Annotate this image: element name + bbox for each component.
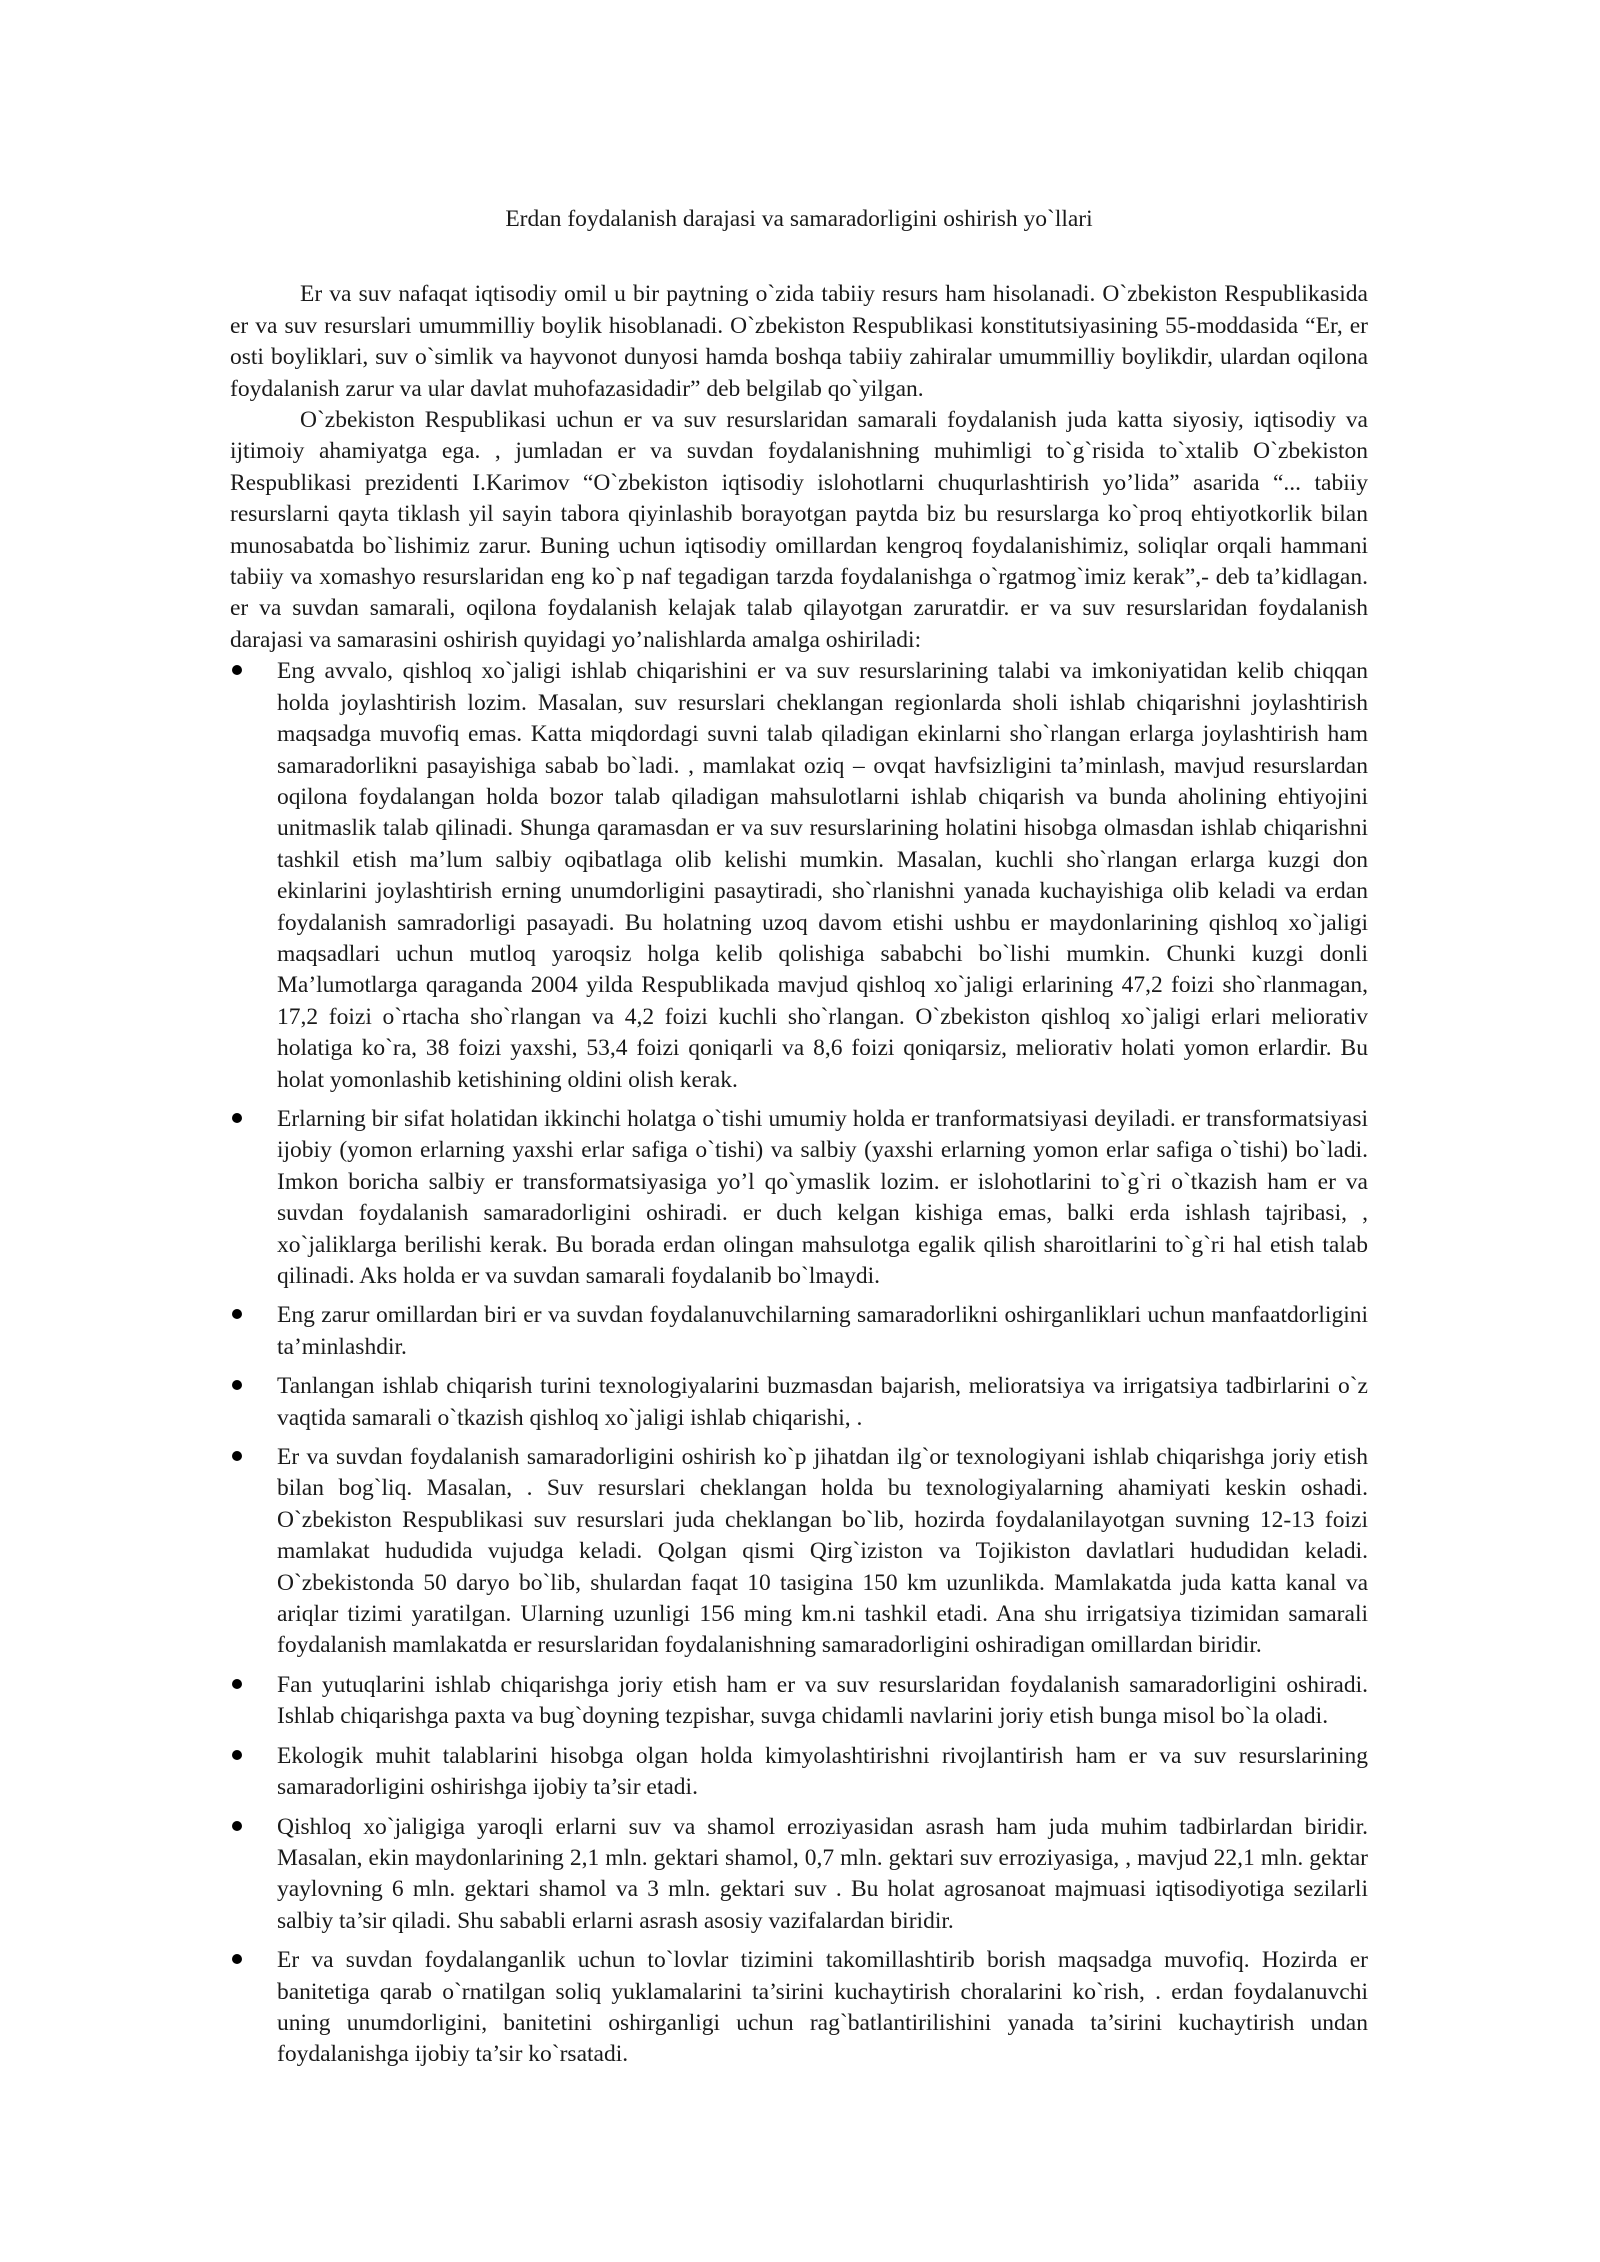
list-item xyxy=(230,1812,1368,1938)
bullet-dot-icon xyxy=(232,1451,242,1461)
document-page xyxy=(230,204,1368,2079)
bullet-dot-icon xyxy=(232,1380,242,1390)
bullet-dot-icon xyxy=(232,1750,242,1760)
list-item xyxy=(230,1670,1368,1733)
list-item-text: Er va suvdan foydalanganlik uchun to`lovlar tizimini takomillashtirib borish maqsadga muvofiq. Hozirda er banitetiga qarab o`rnatilgan soliq yuklamalarini ta’sirini kuchaytirish choralarini ko`rish, . erdan foydalanuvchi uning unumdorligini, banitetini oshirganligi uchun rag`batlantirilishini yanada ta’sirini kuchaytirish undan foydalanishga ijobiy ta’sir ko`rsatadi. xyxy=(277,1947,1368,2068)
paragraph: O`zbekiston Respublikasi uchun er va suv resurslaridan samarali foydalanish juda katta siyosiy, iqtisodiy va ijtimoiy ahamiyatga ega. , jumladan er va suvdan foydalanishning muhimligi to`g`risida to`xtalib O`zbekiston Respublikasi prezidenti I.Karimov “O`zbekiston iqtisodiy islohotlarni chuqurlashtirish yo’lida” asarida “... tabiiy resurslarni qayta tiklash yil sayin tabora qiyinlashib borayotgan paytda biz bu resurslarga ko`proq ehtiyotkorlik bilan munosabatda bo`lishimiz zarur. Buning uchun iqtisodiy omillardan kengroq foydalanishimiz, soliqlar orqali hammani tabiiy va xomashyo resurslaridan eng ko`p naf tegadigan tarzda foydalanishga o`rgatmog`imiz kerak”,- deb ta’kidlagan. er va suvdan samarali, oqilona foydalanish kelajak talab qilayotgan zaruratdir. er va suv resurslaridan foydalanish darajasi va samarasini oshirish quyidagi yo’nalishlarda amalga oshiriladi: xyxy=(230,407,1368,653)
bullet-dot-icon xyxy=(232,1309,242,1319)
document-title: Erdan foydalanish darajasi va samaradorligini oshirish yo`llari xyxy=(505,206,1093,232)
paragraph: Er va suv nafaqat iqtisodiy omil u bir paytning o`zida tabiiy resurs ham hisolanadi. O`zbekiston Respublikasida er va suv resurslari umummilliy boylik hisoblanadi. O`zbekiston Respublikasi konstitutsiyasining 55-moddasida “Er, er osti boyliklari, suv o`simlik va hayvonot dunyosi hamda boshqa tabiiy zahiralar umummilliy boylikdir, ulardan oqilona foydalanish zarur va ular davlat muhofazasidadir” deb belgilab qo`yilgan. xyxy=(230,281,1368,402)
bullet-dot-icon xyxy=(232,1821,242,1831)
list-item-text: Eng zarur omillardan biri er va suvdan foydalanuvchilarning samaradorlikni oshirganliklari uchun manfaatdorligini ta’minlashdir. xyxy=(277,1302,1368,1360)
list-item-text: Tanlangan ishlab chiqarish turini texnologiyalarini buzmasdan bajarish, melioratsiya va irrigatsiya tadbirlarini o`z vaqtida samarali o`tkazish qishloq xo`jaligi ishlab chiqarishi, . xyxy=(277,1373,1368,1431)
list-item xyxy=(230,1104,1368,1292)
bullet-dot-icon xyxy=(232,665,242,675)
list-item xyxy=(230,1945,1368,2071)
list-item-text: Eng avvalo, qishloq xo`jaligi ishlab chiqarishini er va suv resurslarining talabi va imkoniyatidan kelib chiqqan holda joylashtirish lozim. Masalan, suv resurslari cheklangan regionlarda sholi ishlab chiqarishni joylashtirish maqsadga muvofiq emas. Katta miqdordagi suvni talab qiladigan ekinlarni sho`rlangan erlarga joylashtirish ham samaradorlikni pasayishiga sabab bo`ladi. , mamlakat oziq – ovqat havfsizligini ta’minlash, mavjud resurslardan oqilona foydalangan holda bozor talab qiladigan mahsulotlarni ishlab chiqarish va bunda aholining ehtiyojini unitmaslik talab qilinadi. Shunga qaramasdan er va suv resurslarining holatini hisobga olmasdan ishlab chiqarishni tashkil etish ma’lum salbiy oqibatlaga olib kelishi mumkin. Masalan, kuchli sho`rlangan erlarga kuzgi don ekinlarini joylashtirish erning unumdorligini pasaytiradi, sho`rlanishni yanada kuchayishiga olib keladi va erdan foydalanish samradorligi pasayadi. Bu holatning uzoq davom etishi ushbu er maydonlarining qishloq xo`jaligi maqsadlari uchun mutloq yaroqsiz holga kelib qolishiga sababchi bo`lishi mumkin. Chunki kuzgi donli Ma’lumotlarga qaraganda 2004 yilda Respublikada mavjud qishloq xo`jaligi erlarining 47,2 foizi sho`rlanmagan, 17,2 foizi o`rtacha sho`rlangan va 4,2 foizi kuchli sho`rlangan. O`zbekiston qishloq xo`jaligi erlari meliorativ holatiga ko`ra, 38 foizi yaxshi, 53,4 foizi qoniqarli va 8,6 foizi qoniqarsiz, meliorativ holati yomon erlardir. Bu holat yomonlashib ketishining oldini olish kerak. xyxy=(277,658,1368,1093)
bullet-list xyxy=(230,656,1368,2070)
list-item-text: Ekologik muhit talablarini hisobga olgan holda kimyolashtirishni rivojlantirish ham er va suv resurslarining samaradorligini oshirishga ijobiy ta’sir etadi. xyxy=(277,1742,1368,1801)
list-item-text: Fan yutuqlarini ishlab chiqarishga joriy etish ham er va suv resurslaridan foydalanish samaradorligini oshiradi. Ishlab chiqarishga paxta va bug`doyning tezpishar, suvga chidamli navlarini joriy etish bunga misol bo`la oladi. xyxy=(277,1671,1368,1730)
list-item-text: Erlarning bir sifat holatidan ikkinchi holatga o`tishi umumiy holda er tranformatsiyasi deyiladi. er transformatsiyasi ijobiy (yomon erlarning yaxshi erlar safiga o`tishi) va salbiy (yaxshi erlarning yomon erlar safiga o`tishi) bo`ladi. Imkon boricha salbiy er transformatsiyasiga yo’l qo`ymaslik lozim. er islohotlarini to`g`ri o`tkazish ham er va suvdan foydalanish samaradorligini oshiradi. er duch kelgan kishiga emas, balki erda ishlash tajribasi, , xo`jaliklarga berilishi kerak. Bu borada erdan olingan mahsulotga egalik qilish sharoitlarini to`g`ri hal etish talab qilinadi. Aks holda er va suvdan samarali foydalanib bo`lmaydi. xyxy=(277,1105,1368,1289)
bullet-dot-icon xyxy=(232,1679,242,1689)
list-item xyxy=(230,1741,1368,1804)
list-item-text: Er va suvdan foydalanish samaradorligini oshirish ko`p jihatdan ilg`or texnologiyani ishlab chiqarishga joriy etish bilan bog`liq. Masalan, . Suv resurslari cheklangan holda bu texnologiyalarning ahamiyati keskin oshadi. O`zbekiston Respublikasi suv resurslari juda cheklangan bo`lib, hozirda foydalanilayotgan suvning 12-13 foizi mamlakat hududida vujudga keladi. Qolgan qismi Qirg`iziston va Tojikiston davlatlari hududidan keladi. O`zbekistonda 50 daryo bo`lib, shulardan faqat 10 tasigina 150 km uzunlikda. Mamlakatda juda katta kanal va ariqlar tizimi yaratilgan. Ularning uzunligi 156 ming km.ni tashkil etadi. Ana shu irrigatsiya tizimidan samarali foydalanish mamlakatda er resurslaridan foydalanishning samaradorligini oshiradigan omillardan biridir. xyxy=(277,1444,1368,1659)
list-item xyxy=(230,1371,1368,1434)
list-item xyxy=(230,1300,1368,1363)
list-item xyxy=(230,1442,1368,1662)
list-item-text: Qishloq xo`jaligiga yaroqli erlarni suv va shamol erroziyasidan asrash ham juda muhim tadbirlardan biridir. Masalan, ekin maydonlarining 2,1 mln. gektari shamol, 0,7 mln. gektari suv erroziyasiga, , mavjud 22,1 mln. gektar yaylovning 6 mln. gektari shamol va 3 mln. gektari suv . Bu holat agrosanoat majmuasi iqtisodiyotiga sezilarli salbiy ta’sir qiladi. Shu sababli erlarni asrash asosiy vazifalardan biridir. xyxy=(277,1813,1368,1934)
list-item xyxy=(230,656,1368,1096)
bullet-dot-icon xyxy=(232,1113,242,1123)
bullet-dot-icon xyxy=(232,1954,242,1964)
